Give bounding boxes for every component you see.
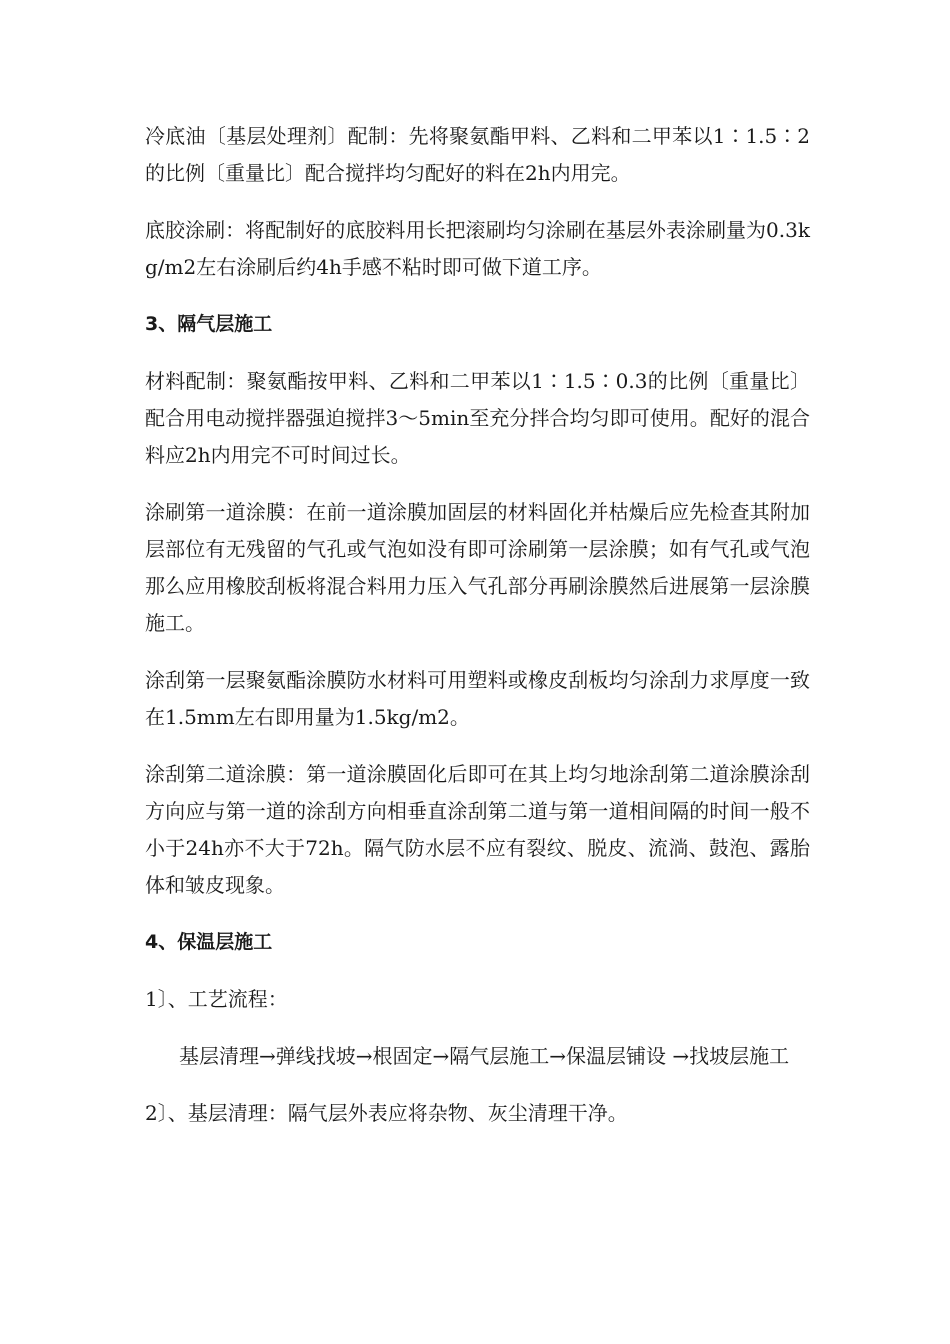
section-heading-insulation: 4、保温层施工 [145,931,273,953]
paragraph-process-flow: 基层清理→弹线找坡→根固定→隔气层施工→保温层铺设 →找坡层施工 [179,1044,790,1068]
paragraph-primer-brushing: 底胶涂刷：将配制好的底胶料用长把滚刷均匀涂刷在基层外表涂刷量为0.3kg/m2左右涂刷后约4h手感不粘时即可做下道工序。 [145,218,810,279]
section-heading-vapor-barrier: 3、隔气层施工 [145,313,273,335]
paragraph-process-label: 1〕、工艺流程： [145,987,288,1011]
paragraph-first-coat: 涂刷第一道涂膜：在前一道涂膜加固层的材料固化并枯燥后应先检查其附加层部位有无残留的气孔或气泡如没有即可涂刷第一层涂膜；如有气孔或气泡那么应用橡胶刮板将混合料用力压入气孔部分再刷涂膜然后进展第一层涂膜施工。 [145,500,810,635]
paragraph-primer-mixing: 冷底油〔基层处理剂〕配制：先将聚氨酯甲料、乙料和二甲苯以1∶1.5∶2的比例〔重量比〕配合搅拌均匀配好的料在2h内用完。 [145,124,810,185]
document-body [145,118,810,1152]
paragraph-base-cleaning: 2〕、基层清理：隔气层外表应将杂物、灰尘清理干净。 [145,1101,628,1125]
paragraph-second-coat: 涂刮第二道涂膜：第一道涂膜固化后即可在其上均匀地涂刮第二道涂膜涂刮方向应与第一道的涂刮方向相垂直涂刮第二道与第一道相间隔的时间一般不小于24h亦不大于72h。隔气防水层不应有裂纹、脱皮、流淌、鼓泡、露胎体和皱皮现象。 [145,762,810,897]
paragraph-material-mixing: 材料配制：聚氨酯按甲料、乙料和二甲苯以1∶1.5∶0.3的比例〔重量比〕配合用电动搅拌器强迫搅拌3～5min至充分拌合均匀即可使用。配好的混合料应2h内用完不可时间过长。 [145,369,810,467]
paragraph-first-layer-scrape: 涂刮第一层聚氨酯涂膜防水材料可用塑料或橡皮刮板均匀涂刮力求厚度一致在1.5mm左右即用量为1.5kg/m2。 [145,668,810,729]
